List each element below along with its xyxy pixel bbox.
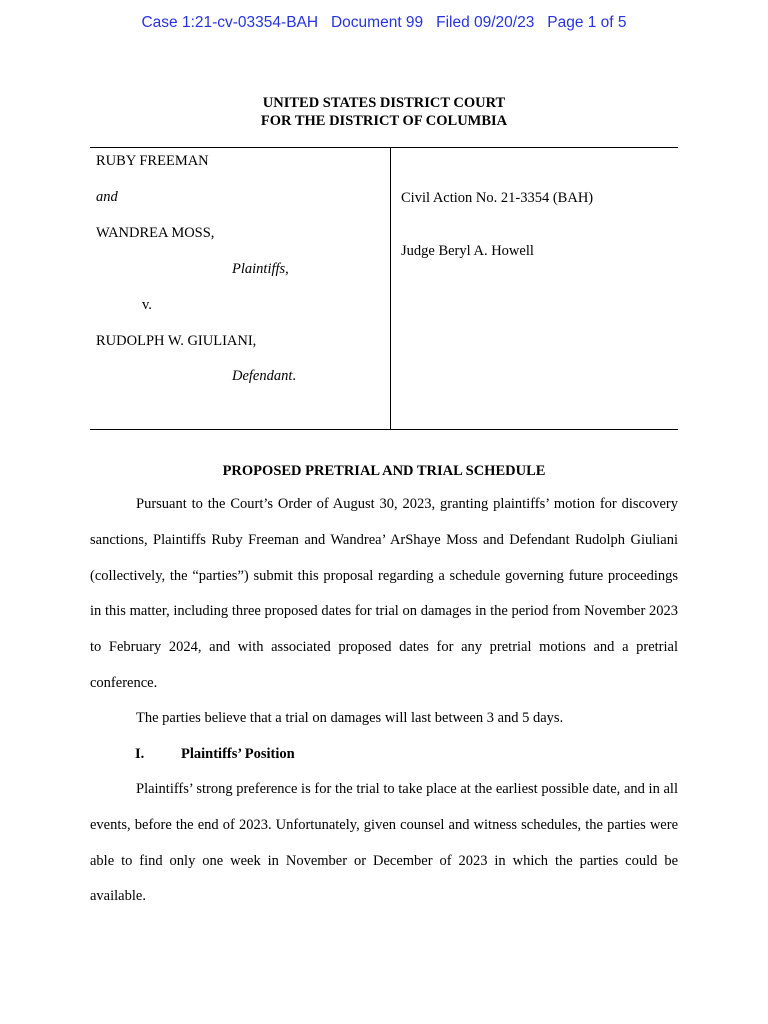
- intro-paragraph-block: [90, 487, 678, 702]
- judge-name: Judge Beryl A. Howell: [401, 243, 534, 259]
- court-district-line: FOR THE DISTRICT OF COLUMBIA: [260, 113, 508, 129]
- case-header-stamp: Case 1:21-cv-03354-BAH Document 99 Filed 09/20/23 Page 1 of 5: [141, 14, 627, 31]
- section-one-number: I.: [135, 746, 145, 762]
- plaintiffs-label: Plaintiffs: [232, 261, 286, 277]
- plaintiffs-position-block: [90, 772, 678, 915]
- section-one-heading: Plaintiffs’ Position: [181, 746, 295, 762]
- duration-paragraph-block: [90, 701, 678, 737]
- document-title: PROPOSED PRETRIAL AND TRIAL SCHEDULE: [222, 463, 546, 479]
- defendant-designation: [232, 368, 296, 385]
- caption-bottom-rule: [90, 429, 678, 430]
- court-heading: [0, 94, 768, 130]
- caption-divider: [390, 148, 391, 430]
- civil-action-number: Civil Action No. 21-3354 (BAH): [401, 190, 594, 206]
- plaintiffs-position-paragraph: Plaintiffs’ strong preference is for the trial to take place at the earliest possible date, and in all events, before the end of 2023. Unfortunately, given counsel and witness schedules, the parties were able to find only one week in November or December of 2023 in which the parties could be available.: [90, 781, 678, 905]
- defendant-label: Defendant: [232, 368, 293, 384]
- trial-duration-paragraph: The parties believe that a trial on damages will last between 3 and 5 days.: [136, 710, 564, 726]
- plaintiffs-comma: ,: [285, 261, 289, 277]
- defendant-name: RUDOLPH W. GIULIANI,: [96, 333, 257, 349]
- caption-top-rule: [90, 147, 678, 148]
- plaintiffs-designation: [232, 261, 289, 278]
- court-name-line: UNITED STATES DISTRICT COURT: [262, 95, 506, 111]
- defendant-period: .: [292, 368, 297, 384]
- caption-versus: v.: [142, 297, 152, 313]
- plaintiff-two-name: WANDREA MOSS,: [96, 225, 215, 241]
- plaintiff-one-name: RUBY FREEMAN: [96, 153, 209, 169]
- intro-paragraph: Pursuant to the Court’s Order of August 30, 2023, granting plaintiffs’ motion for discovery sanctions, Plaintiffs Ruby Freeman and Wandrea’ ArShaye Moss and Defendant Rudolph Giuliani (collectively, the “parties”) submit this proposal regarding a schedule governing future proceedings in this matter, including three proposed dates for trial on damages in the period from November 2023 to February 2024, and with associated proposed dates for any pretrial motions and a pretrial conference.: [90, 496, 678, 691]
- caption-and: and: [96, 189, 118, 205]
